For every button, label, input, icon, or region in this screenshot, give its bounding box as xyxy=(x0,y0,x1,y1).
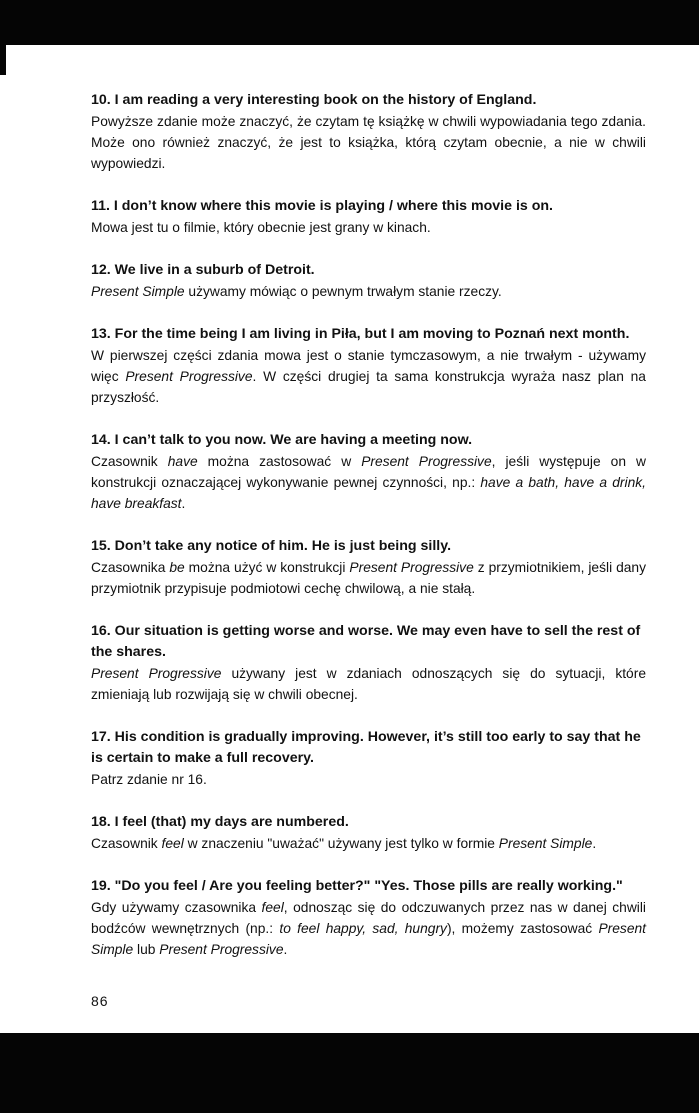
italic-term: Present Simple xyxy=(91,921,647,957)
entry-16 xyxy=(91,621,646,705)
body-text: . xyxy=(592,836,597,851)
page-content xyxy=(91,90,646,982)
body-text: z przymiotnikiem, jeśli dany przymiotnik przypisuje podmiotowi cechę chwilową, a nie stałą. xyxy=(91,560,647,596)
body-text: Gdy używamy czasownika xyxy=(91,900,262,915)
body-text: można zastosować w xyxy=(197,454,362,469)
body-text: , odnosząc się do odczuwanych przez nas w danej chwili bodźców wewnętrznych (np.: xyxy=(91,900,646,936)
body-text: w znaczeniu "uważać" używany jest tylko w formie xyxy=(183,836,499,851)
body-text: . xyxy=(181,496,186,511)
entry-body xyxy=(91,281,646,302)
body-text: można użyć w konstrukcji xyxy=(184,560,350,575)
entry-13 xyxy=(91,324,646,408)
entry-12 xyxy=(91,260,646,302)
entry-14 xyxy=(91,430,646,514)
italic-term: feel xyxy=(261,900,284,915)
entry-title: 18. I feel (that) my days are numbered. xyxy=(91,814,349,830)
entry-title: 12. We live in a suburb of Detroit. xyxy=(91,262,315,278)
body-text: Patrz zdanie nr 16. xyxy=(91,772,207,787)
italic-term: have a bath, have a drink, have breakfast xyxy=(91,475,646,511)
italic-term: to feel happy, sad, hungry xyxy=(279,921,447,936)
body-text: Powyższe zdanie może znaczyć, że czytam tę książkę w chwili wypowiadania tego zdania. Może ono również znaczyć, że jest to książka, którą czytam obecnie, a nie w chwili wypowiedzi. xyxy=(91,114,646,171)
top-scan-border xyxy=(0,0,699,45)
entry-body xyxy=(91,663,646,705)
italic-term: be xyxy=(169,560,185,575)
body-text: używamy mówiąc o pewnym trwałym stanie rzeczy. xyxy=(184,284,502,299)
entry-17 xyxy=(91,727,646,790)
italic-term: Present Progressive xyxy=(361,454,492,469)
body-text: lub xyxy=(133,942,160,957)
entry-title: 16. Our situation is getting worse and worse. We may even have to sell the rest of the shares. xyxy=(91,623,641,660)
italic-term: Present Simple xyxy=(498,836,593,851)
body-text: Czasownik xyxy=(91,454,168,469)
body-text: Czasownika xyxy=(91,560,170,575)
italic-term: Present Progressive xyxy=(349,560,474,575)
entry-title: 15. Don’t take any notice of him. He is just being silly. xyxy=(91,538,452,554)
italic-term: feel xyxy=(161,836,184,851)
body-text: Mowa jest tu o filmie, który obecnie jest grany w kinach. xyxy=(91,220,431,235)
entry-body xyxy=(91,897,646,960)
entry-10 xyxy=(91,90,646,174)
entry-body xyxy=(91,217,646,238)
entry-19 xyxy=(91,876,646,960)
entry-body xyxy=(91,833,646,854)
entry-18 xyxy=(91,812,646,854)
italic-term: Present Progressive xyxy=(125,369,253,384)
body-text: . W części drugiej ta sama konstrukcja wyraża nasz plan na przyszłość. xyxy=(91,369,646,405)
italic-term: Present Progressive xyxy=(91,666,222,681)
body-text: używany jest w zdaniach odnoszących się do sytuacji, które zmieniają lub rozwijają się w chwili obecnej. xyxy=(91,666,646,702)
italic-term: Present Progressive xyxy=(159,942,284,957)
entry-11 xyxy=(91,196,646,238)
italic-term: have xyxy=(167,454,198,469)
entry-title: 17. His condition is gradually improving. However, it’s still too early to say that he is certain to make a full recovery. xyxy=(91,729,641,766)
top-scan-border-notch xyxy=(0,45,6,75)
page-number: 86 xyxy=(91,993,109,1009)
body-text: W pierwszej części zdania mowa jest o stanie tymczasowym, a nie trwałym - używamy więc xyxy=(91,348,646,384)
entry-body xyxy=(91,557,646,599)
entry-body xyxy=(91,451,646,514)
entry-title: 19. "Do you feel / Are you feeling better?" "Yes. Those pills are really working." xyxy=(91,878,623,894)
body-text: , jeśli występuje on w konstrukcji oznaczającej wykonywanie pewnej czynności, np.: xyxy=(91,454,646,490)
bottom-scan-border xyxy=(0,1033,699,1113)
body-text: ), możemy zastosować xyxy=(446,921,599,936)
entry-body xyxy=(91,111,646,174)
entry-body xyxy=(91,345,646,408)
italic-term: Present Simple xyxy=(91,284,185,299)
entry-title: 10. I am reading a very interesting book on the history of England. xyxy=(91,92,537,108)
entry-title: 11. I don’t know where this movie is playing / where this movie is on. xyxy=(91,198,553,214)
entry-title: 14. I can’t talk to you now. We are having a meeting now. xyxy=(91,432,473,448)
entry-title: 13. For the time being I am living in Piła, but I am moving to Poznań next month. xyxy=(91,326,630,342)
body-text: Czasownik xyxy=(91,836,162,851)
entry-body xyxy=(91,769,646,790)
entry-15 xyxy=(91,536,646,599)
body-text: . xyxy=(283,942,288,957)
